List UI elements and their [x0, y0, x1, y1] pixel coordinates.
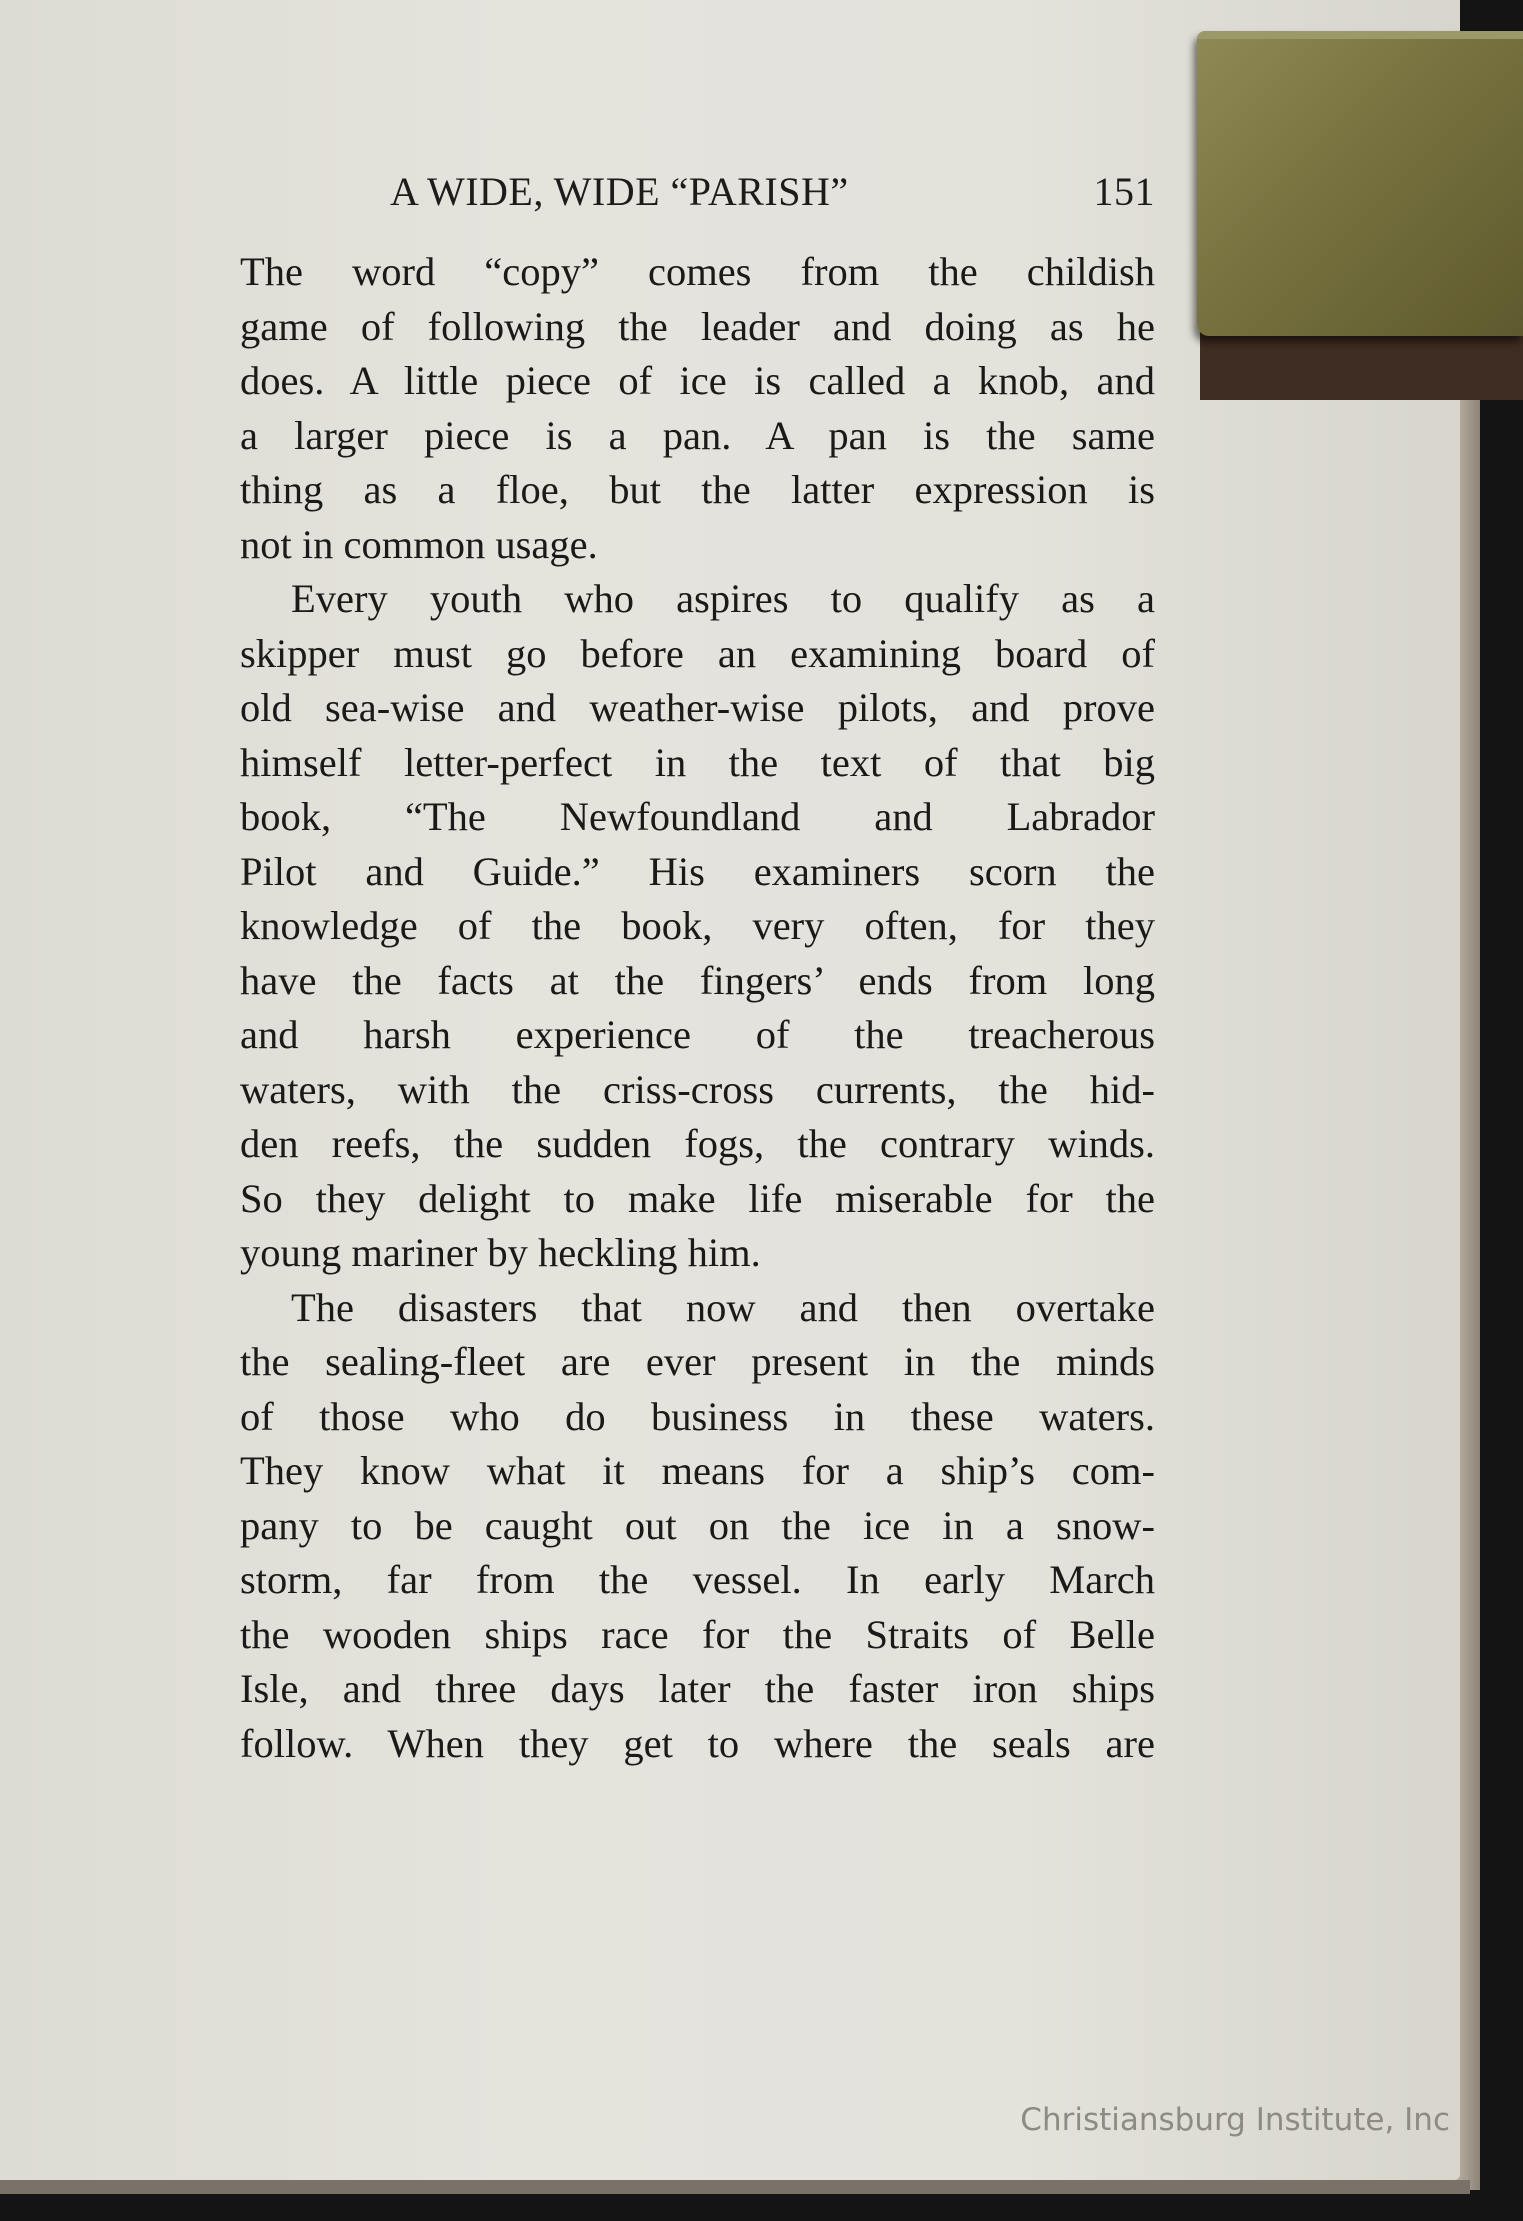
text-line: a larger piece is a pan. A pan is the same	[240, 412, 1155, 458]
text-line: game of following the leader and doing as he	[240, 303, 1155, 349]
page-bottom-shadow	[0, 2180, 1470, 2194]
text-line: skipper must go before an examining board of	[240, 630, 1155, 676]
paragraph	[240, 245, 1155, 572]
text-line: Isle, and three days later the faster iron ships	[240, 1666, 1155, 1711]
text-line: den reefs, the sudden fogs, the contrary winds.	[240, 1121, 1155, 1166]
text-line: waters, with the criss-cross currents, the hid-	[240, 1066, 1155, 1112]
tab-shadow	[1200, 330, 1523, 400]
running-head: A WIDE, WIDE “PARISH”	[390, 169, 849, 214]
page-number: 151	[1093, 169, 1155, 214]
text-line: and harsh experience of the treacherous	[240, 1012, 1155, 1057]
paragraph	[240, 572, 1155, 1281]
text-line: old sea-wise and weather-wise pilots, and prove	[240, 685, 1155, 730]
text-line: of those who do business in these waters.	[240, 1393, 1155, 1439]
text-line: young mariner by heckling him.	[240, 1230, 761, 1275]
body-text	[240, 245, 1155, 1771]
text-line: not in common usage.	[240, 521, 598, 567]
page-header	[240, 168, 1155, 220]
bookmark-tab-edge	[1197, 31, 1523, 39]
bookmark-tab	[1197, 31, 1523, 336]
text-line: pany to be caught out on the ice in a snow-	[240, 1502, 1155, 1548]
paragraph	[240, 1281, 1155, 1772]
watermark: Christiansburg Institute, Inc	[1020, 2102, 1450, 2138]
text-line: Pilot and Guide.” His examiners scorn the	[240, 848, 1155, 894]
text-line: The word “copy” comes from the childish	[240, 249, 1155, 294]
text-line: have the facts at the fingers’ ends from long	[240, 957, 1155, 1003]
text-line: So they delight to make life miserable for the	[240, 1175, 1155, 1221]
text-line: does. A little piece of ice is called a knob, and	[240, 358, 1155, 403]
text-line: Every youth who aspires to qualify as a	[291, 576, 1155, 621]
text-line: thing as a floe, but the latter expression is	[240, 467, 1155, 512]
text-line: book, “The Newfoundland and Labrador	[240, 794, 1155, 839]
text-line: knowledge of the book, very often, for they	[240, 903, 1155, 948]
text-line: storm, far from the vessel. In early March	[240, 1557, 1155, 1602]
text-line: They know what it means for a ship’s com-	[240, 1448, 1155, 1493]
text-line: follow. When they get to where the seals are	[240, 1720, 1155, 1766]
text-line: the wooden ships race for the Straits of Belle	[240, 1611, 1155, 1657]
text-line: the sealing-fleet are ever present in the minds	[240, 1339, 1155, 1384]
text-line: The disasters that now and then overtake	[291, 1284, 1155, 1330]
text-line: himself letter-perfect in the text of that big	[240, 739, 1155, 785]
